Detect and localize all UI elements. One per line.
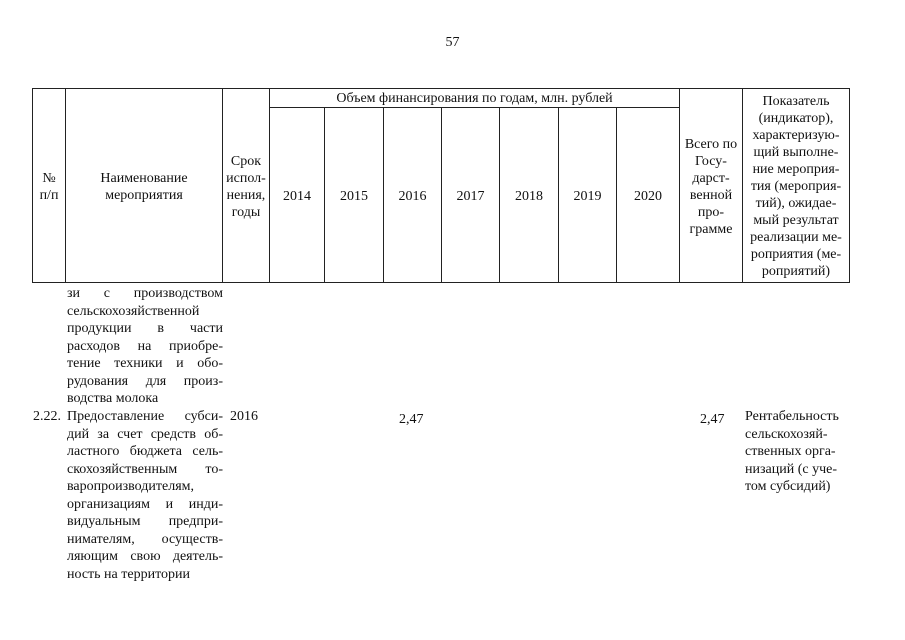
text-line: ность на территории xyxy=(67,566,191,582)
header-indicator: Показатель (индикатор), характеризую-щий выполне-ние мероприя-тия (мероприя-тий), ожидае-мый результат реализации ме-роприятия (ме-роприятий) xyxy=(750,94,842,279)
text-line: нимателям, осуществ- xyxy=(67,531,223,547)
row-number: 2.22. xyxy=(33,409,61,424)
page-number: 57 xyxy=(445,35,460,50)
row-term: 2016 xyxy=(230,409,258,424)
text-line: видуальным предпри- xyxy=(67,514,223,529)
text-line: сельскохозяйственной xyxy=(67,303,200,319)
text-line: низаций (с уче- xyxy=(745,461,837,477)
year-2020: 2020 xyxy=(634,188,662,204)
text-line: варопроизводителям, xyxy=(67,479,194,494)
text-line: ственных орга- xyxy=(745,444,836,459)
year-2019: 2019 xyxy=(573,188,602,204)
header-financing: Объем финансирования по годам, млн. рублей xyxy=(336,90,613,106)
text-line: скохозяйственным то- xyxy=(67,461,223,477)
text-line: расходов на приобре- xyxy=(67,338,223,354)
text-line: организациям и инди- xyxy=(67,496,223,512)
text-line: Рентабельность xyxy=(745,409,839,424)
row-indicator xyxy=(745,408,846,496)
header-term: Срок испол-нения, годы xyxy=(226,153,266,220)
text-line: рудования для произ- xyxy=(67,373,223,389)
activity-name xyxy=(67,408,223,583)
header-num: № п/п xyxy=(39,170,59,203)
row-value-2016: 2,47 xyxy=(399,412,424,427)
text-line: водства молока xyxy=(67,391,159,406)
row-total: 2,47 xyxy=(700,412,725,427)
table-header xyxy=(32,88,850,283)
text-line: Предоставление субси- xyxy=(67,409,223,424)
text-line: ластного бюджета сель- xyxy=(67,444,223,459)
continued-activity-name xyxy=(67,285,223,408)
text-line: продукции в части xyxy=(67,321,223,336)
header-total: Всего по Госу-дарст-венной про-грамме xyxy=(684,136,738,237)
text-line: ляющим свою деятель- xyxy=(67,549,223,564)
text-line: сельскохозяй- xyxy=(745,426,828,442)
year-2018: 2018 xyxy=(515,188,543,204)
year-2017: 2017 xyxy=(456,188,485,204)
text-line: том субсидий) xyxy=(745,479,831,494)
text-line: дий за счет средств об- xyxy=(67,426,223,442)
year-2016: 2016 xyxy=(398,188,427,204)
year-2014: 2014 xyxy=(283,188,311,204)
text-line: зи с производством xyxy=(67,286,223,301)
year-2015: 2015 xyxy=(340,188,368,204)
text-line: тение техники и обо- xyxy=(67,356,223,371)
header-name: Наименование мероприятия xyxy=(100,170,188,203)
